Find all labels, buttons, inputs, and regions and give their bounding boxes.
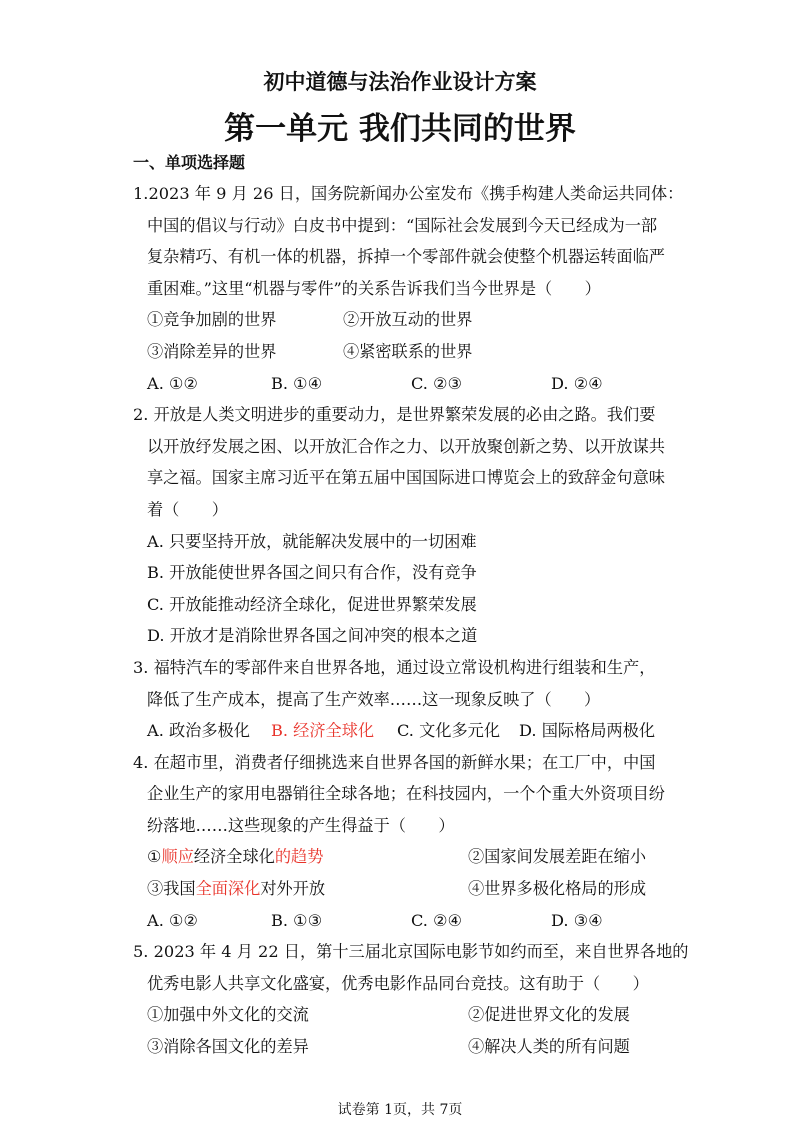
question-1 [133, 178, 684, 399]
question-5 [133, 936, 689, 1062]
choice-row [133, 715, 678, 747]
question-text-line: 复杂精巧、有机一体的机器，拆掉一个零部件就会使整个机器运转面临严 [147, 247, 665, 267]
statement-row [133, 304, 678, 336]
statement-item [147, 841, 468, 873]
choice-d: D. ②④ [551, 373, 603, 393]
highlighted-text: 的趋势 [274, 847, 324, 867]
statement-item: ④世界多极化格局的形成 [468, 879, 647, 899]
choice-a: A. 政治多极化 [147, 721, 250, 741]
question-text-line: 1.2023 年 9 月 26 日，国务院新闻办公室发布《携手构建人类命运共同体： [133, 184, 684, 203]
statement-row [133, 1031, 678, 1063]
highlighted-text: 顺应 [161, 847, 194, 867]
statement-item: ③消除各国文化的差异 [147, 1037, 309, 1057]
document-title: 初中道德与法治作业设计方案 [263, 70, 537, 94]
page-footer: 试卷第 1页，共 7页 [337, 1102, 463, 1118]
choice-c: C. 文化多元化 [397, 721, 501, 741]
section-heading: 一、单项选择题 [133, 153, 246, 172]
choice-d: D. 开放才是消除世界各国之间冲突的根本之道 [147, 626, 478, 646]
question-text-line: 4. 在超市里，消费者仔细挑选来自世界各国的新鲜水果；在工厂中，中国 [133, 752, 656, 772]
question-text-line: 3. 福特汽车的零部件来自世界各地，通过设立常设机构进行组装和生产， [133, 657, 656, 677]
question-text-line: 优秀电影人共享文化盛宴，优秀电影作品同台竞技。这有助于（ ） [147, 973, 649, 993]
question-text-line: 企业生产的家用电器销往全球各地；在科技园内，一个个重大外资项目纷 [147, 784, 665, 804]
question-text-line: 以开放纾发展之困、以开放汇合作之力、以开放聚创新之势、以开放谋共 [147, 436, 665, 456]
highlighted-text: 全面深化 [195, 879, 261, 899]
question-text-line: 重困难。”这里“机器与零件”的关系告诉我们当今世界是（ ） [147, 278, 601, 298]
statement-row [133, 336, 678, 368]
statement-text: 对外开放 [260, 879, 326, 899]
choice-row [133, 905, 678, 937]
question-4 [133, 747, 678, 937]
statement-item: ④紧密联系的世界 [343, 341, 473, 361]
statement-item: ③消除差异的世界 [147, 341, 277, 361]
statement-row [133, 841, 678, 873]
question-text-line: 着（ ） [147, 499, 228, 519]
question-3 [133, 652, 678, 747]
question-text-line: 降低了生产成本，提高了生产效率……这一现象反映了（ ） [147, 689, 601, 709]
statement-item: ①竞争加剧的世界 [147, 310, 277, 330]
choice-b: B. ①③ [271, 910, 323, 930]
question-text-line: 2. 开放是人类文明进步的重要动力，是世界繁荣发展的必由之路。我们要 [133, 405, 656, 425]
choice-b: B. 经济全球化 [271, 721, 375, 741]
choice-a: A. ①② [147, 373, 199, 393]
question-2 [133, 399, 678, 652]
choice-d: D. 国际格局两极化 [519, 721, 656, 741]
choice-c: C. ②④ [411, 910, 463, 930]
statement-item: ②开放互动的世界 [343, 310, 473, 330]
unit-title: 第一单元 我们共同的世界 [224, 111, 576, 147]
choice-a: A. 只要坚持开放，就能解决发展中的一切困难 [147, 531, 477, 551]
statement-text: ③我国 [147, 879, 196, 899]
statement-row [133, 873, 678, 905]
choice-a: A. ①② [147, 910, 199, 930]
question-text-line: 享之福。国家主席习近平在第五届中国国际进口博览会上的致辞金句意味 [147, 468, 665, 488]
choice-c: C. ②③ [411, 373, 463, 393]
statement-item [147, 873, 468, 905]
statement-item: ④解决人类的所有问题 [468, 1037, 630, 1057]
question-text-line: 5. 2023 年 4 月 22 日，第十三届北京国际电影节如约而至，来自世界各地的 [133, 942, 689, 962]
statement-row [133, 999, 678, 1031]
question-text-line: 纷落地……这些现象的产生得益于（ ） [147, 815, 455, 835]
choice-d: D. ③④ [551, 910, 603, 930]
choice-c: C. 开放能推动经济全球化，促进世界繁荣发展 [147, 594, 477, 614]
statement-item: ②促进世界文化的发展 [468, 1005, 630, 1025]
choice-row [133, 368, 678, 400]
question-text-line: 中国的倡议与行动》白皮书中提到：“国际社会发展到今天已经成为一部 [147, 215, 658, 235]
question-list [133, 178, 689, 1063]
choice-b: B. 开放能使世界各国之间只有合作，没有竞争 [147, 563, 477, 583]
choice-b: B. ①④ [271, 373, 323, 393]
statement-item: ②国家间发展差距在缩小 [468, 847, 647, 867]
statement-text: 经济全球化 [193, 847, 275, 867]
statement-text: ① [147, 847, 162, 867]
statement-item: ①加强中外文化的交流 [147, 1005, 309, 1025]
